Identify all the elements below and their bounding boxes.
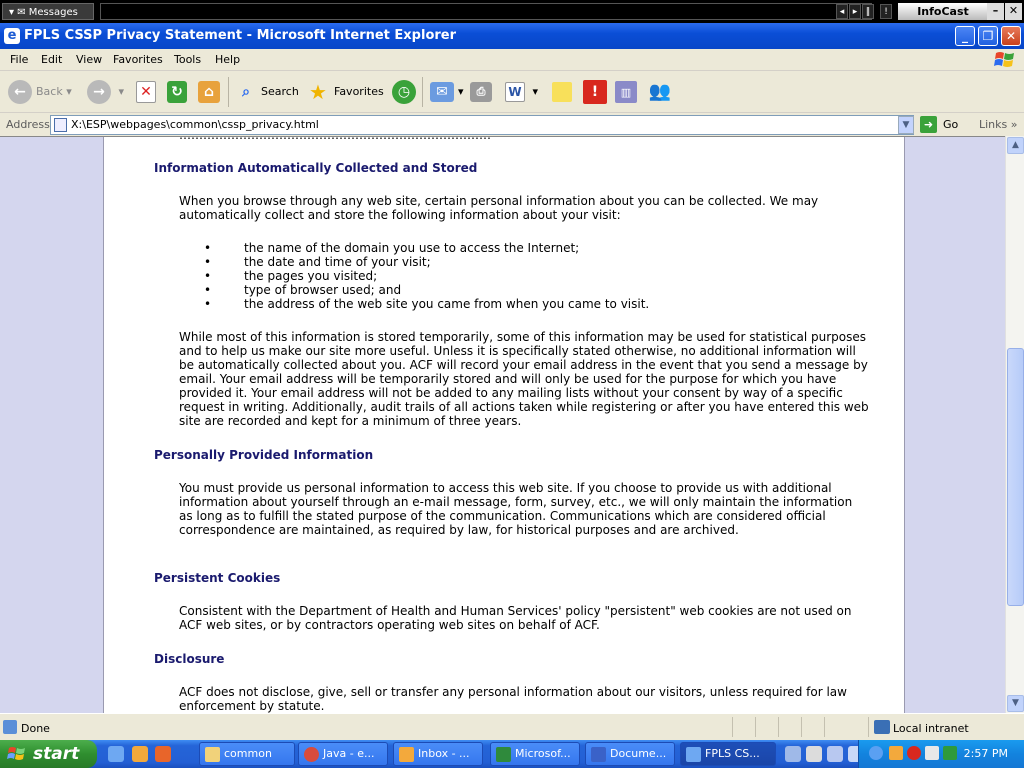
back-button[interactable]: ← Back ▾ — [8, 80, 72, 104]
messages-button[interactable]: ▾ ✉ Messages — [2, 3, 94, 20]
note-icon — [552, 82, 572, 102]
ticker-next-button[interactable]: ▸ — [849, 4, 861, 19]
task-java[interactable] — [298, 742, 388, 766]
address-url: X:\ESP\webpages\common\cssp_privacy.html — [71, 118, 319, 131]
note-button[interactable] — [552, 80, 576, 104]
edit-button[interactable]: W ▾ — [505, 80, 538, 104]
status-divider — [868, 717, 869, 737]
folder-icon — [205, 747, 220, 762]
search-icon: ⌕ — [242, 84, 250, 100]
messenger-button[interactable] — [648, 80, 676, 104]
system-tray — [858, 740, 1024, 768]
address-dropdown-button[interactable]: ▼ — [898, 116, 914, 134]
links-button[interactable]: Links » — [979, 118, 1018, 131]
list-item: • the pages you visited; — [204, 269, 649, 283]
section-heading: Persistent Cookies — [154, 571, 281, 585]
ie-task-icon — [686, 747, 701, 762]
section-paragraph: ACF does not disclose, give, sell or transfer any personal information about our visitors, unless required for law enforcement by statute. — [179, 685, 847, 713]
address-label: Address — [6, 118, 50, 131]
intranet-zone-icon — [874, 720, 890, 734]
refresh-button[interactable] — [167, 80, 191, 104]
forward-arrow-icon: → — [87, 80, 111, 104]
scroll-thumb[interactable] — [1007, 348, 1024, 606]
section-paragraph: Consistent with the Department of Health and Human Services' policy "persistent" web cookies are not used on ACF web sites, or by contractors operating web sites on behalf of ACF. — [179, 604, 852, 632]
ticker-prev-button[interactable]: ◂ — [836, 4, 848, 19]
task-label: Inbox - ... — [418, 747, 470, 760]
section-paragraph: While most of this information is stored temporarily, some of this information may be used for statistical purposes and to help us make our site more useful. Unless it is specifically stated otherwise, no additional information will be automatically collected about you. ACF will record your email address in the event that you send a message by email. Your email address will be temporarily stored and will only be used for the purpose for which you have provided it. Your email address will not be added to any mailing lists without your consent by way of a specific request in writing. Additionally, audit trails of all actions taken while registering or after you have entered this web site are recorded and kept for a minimum of three years. — [179, 330, 869, 428]
menu-bar — [0, 49, 1024, 71]
menu-tools[interactable]: Tools — [174, 53, 202, 66]
window-title: FPLS CSSP Privacy Statement - Microsoft Internet Explorer — [24, 28, 457, 43]
scroll-up-button[interactable]: ▲ — [1007, 137, 1024, 154]
menu-file[interactable]: File — [10, 53, 29, 66]
exclamation-icon: ! — [583, 80, 607, 104]
toolbar — [0, 71, 1024, 113]
taskbar — [0, 740, 1024, 768]
list-item: • type of browser used; and — [204, 283, 649, 297]
tool-icon[interactable] — [827, 746, 843, 762]
ie-icon: e — [4, 28, 20, 44]
print-button[interactable] — [470, 80, 496, 104]
list-item: • the name of the domain you use to access the Internet; — [204, 241, 649, 255]
list-item: • the address of the web site you came from when you came to visit. — [204, 297, 649, 311]
start-label: start — [33, 744, 80, 764]
task-fpls-cssp[interactable] — [680, 742, 776, 766]
section-heading: Personally Provided Information — [154, 448, 374, 462]
history-button[interactable] — [392, 80, 420, 104]
task-label: FPLS CS... — [705, 747, 760, 760]
page-icon — [54, 118, 67, 132]
close-button[interactable]: ✕ — [1001, 26, 1021, 46]
infocast-bar — [0, 0, 1024, 23]
infocast-minimize-button[interactable]: – — [987, 3, 1004, 20]
ie-quicklaunch-icon[interactable] — [108, 746, 124, 762]
tray-expand-icon[interactable] — [869, 746, 883, 760]
mail-icon: ✉ — [430, 82, 454, 102]
home-icon: ⌂ — [198, 81, 220, 103]
task-excel[interactable] — [490, 742, 580, 766]
infocast-close-button[interactable]: ✕ — [1005, 3, 1022, 20]
java-icon — [304, 747, 319, 762]
ticker-field[interactable] — [100, 3, 872, 20]
page-done-icon — [3, 720, 17, 734]
visit-info-list — [204, 241, 649, 311]
print-icon: ⎙ — [470, 82, 492, 102]
start-button[interactable] — [0, 740, 97, 768]
tray-network-icon[interactable] — [925, 746, 939, 760]
security-zone: Local intranet — [893, 722, 969, 735]
ticker-pause-button[interactable]: ‖ — [862, 4, 874, 19]
tray-outlook-icon[interactable] — [889, 746, 903, 760]
home-button[interactable] — [198, 80, 224, 104]
address-bar — [0, 113, 1024, 136]
word-icon — [591, 747, 606, 762]
forward-button[interactable]: → ▾ — [87, 80, 124, 104]
task-label: common — [224, 747, 272, 760]
vertical-scrollbar[interactable] — [1005, 136, 1024, 713]
status-divider — [778, 717, 779, 737]
section-heading: Information Automatically Collected and Stored — [154, 161, 478, 175]
menu-view[interactable]: View — [76, 53, 103, 66]
menu-favorites[interactable]: Favorites — [113, 53, 163, 66]
windows-logo-icon — [994, 50, 1016, 70]
clock: 2:57 PM — [963, 747, 1008, 760]
status-bar — [0, 713, 1024, 740]
research-button[interactable] — [615, 80, 641, 104]
task-inbox[interactable] — [393, 742, 483, 766]
go-button[interactable] — [920, 116, 958, 133]
history-icon: ◷ — [392, 80, 416, 104]
excel-icon — [496, 747, 511, 762]
favorites-label: Favorites — [334, 85, 384, 98]
menu-help[interactable]: Help — [215, 53, 241, 66]
favorites-button[interactable] — [306, 80, 384, 104]
section-heading: Disclosure — [154, 652, 225, 666]
pen-icon[interactable] — [785, 746, 801, 762]
go-label: Go — [943, 118, 959, 131]
cut-off-text: …………………………………………………………………… — [179, 128, 491, 142]
task-label: Microsof... — [515, 747, 571, 760]
minimize-button[interactable]: _ — [955, 26, 975, 46]
infocast-brand: InfoCast — [898, 3, 988, 20]
task-document[interactable] — [585, 742, 675, 766]
alert-button[interactable] — [583, 80, 611, 104]
task-label: Java - e... — [323, 747, 375, 760]
status-divider — [824, 717, 825, 737]
list-item: • the date and time of your visit; — [204, 255, 649, 269]
status-text: Done — [21, 722, 50, 735]
status-divider — [801, 717, 802, 737]
search-label: Search — [261, 85, 299, 98]
search-button[interactable] — [235, 80, 299, 104]
scroll-down-button[interactable]: ▼ — [1007, 695, 1024, 712]
menu-edit[interactable]: Edit — [41, 53, 63, 66]
back-label: Back — [36, 85, 63, 98]
favorites-star-icon: ★ — [309, 80, 327, 104]
section-paragraph: When you browse through any web site, certain personal information about you can be collected. We may automatically collect and store the following information about your visit: — [179, 194, 819, 222]
tray-monitor-icon[interactable] — [943, 746, 957, 760]
toolbar-separator — [422, 77, 423, 107]
messenger-users-icon: 👥 — [648, 81, 672, 102]
alert-icon[interactable]: ! — [880, 4, 892, 19]
word-edit-icon: W — [505, 82, 525, 102]
stop-icon: ✕ — [136, 81, 156, 103]
messages-label: Messages — [28, 7, 78, 18]
research-books-icon: ▥ — [615, 81, 637, 103]
inbox-icon — [399, 747, 414, 762]
refresh-icon: ↻ — [167, 81, 187, 103]
status-divider — [755, 717, 756, 737]
restore-button[interactable]: ❐ — [978, 26, 998, 46]
back-arrow-icon: ← — [8, 80, 32, 104]
title-bar — [0, 23, 1024, 49]
section-paragraph: You must provide us personal information to access this web site. If you choose to provide us with additional information about yourself through an e-mail message, form, survey, etc., we will only maintain the information as long as to fulfill the stated purpose of the communication. Communications which are considered official correspondence are maintained, as required by law, for historical purposes and are archived. — [179, 481, 853, 537]
tray-security-icon[interactable] — [907, 746, 921, 760]
content-viewport — [0, 128, 1005, 713]
page-body — [103, 128, 905, 714]
stop-button[interactable] — [136, 80, 160, 104]
task-common[interactable] — [199, 742, 295, 766]
toolbar-separator — [228, 77, 229, 107]
windows-flag-icon — [8, 746, 26, 762]
links-label: Links — [979, 118, 1008, 131]
mail-button[interactable]: ✉ ▾ — [430, 80, 464, 104]
go-arrow-icon: ➜ — [920, 116, 937, 133]
firefox-quicklaunch-icon[interactable] — [155, 746, 171, 762]
task-label: Docume... — [610, 747, 667, 760]
outlook-quicklaunch-icon[interactable] — [132, 746, 148, 762]
status-divider — [732, 717, 733, 737]
terminal-icon[interactable] — [806, 746, 822, 762]
